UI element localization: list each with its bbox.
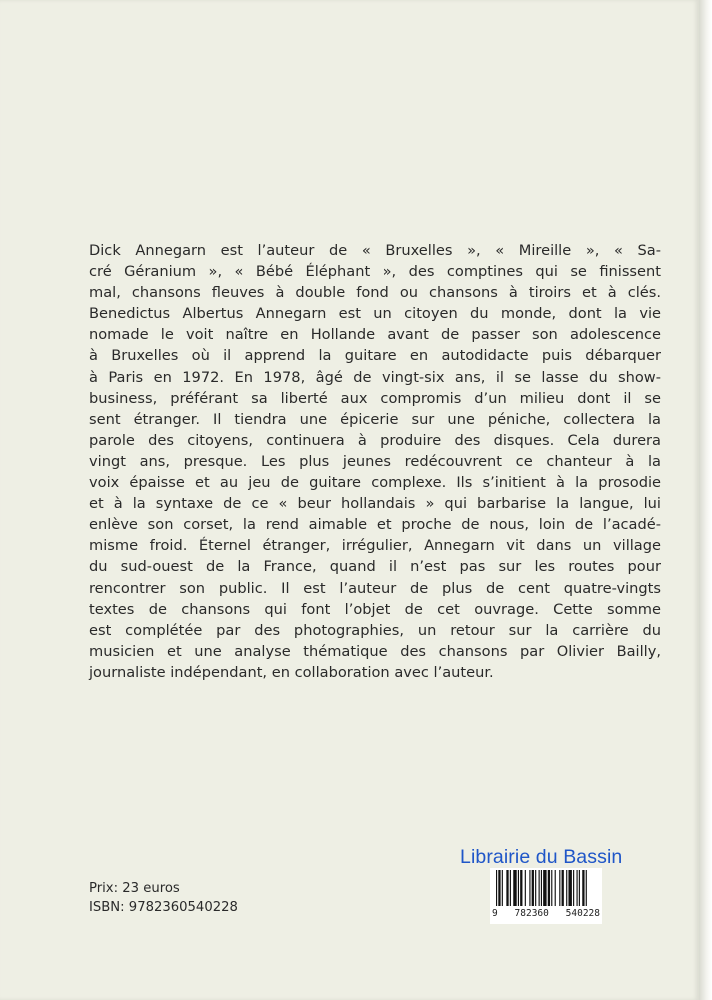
price-block [89, 879, 238, 917]
page-edge [699, 0, 712, 1000]
barcode-bar [535, 870, 536, 906]
barcode-bar [520, 870, 522, 906]
barcode-bar [562, 870, 564, 906]
blurb-line: à Bruxelles où il apprend la guitare en autodidacte puis débarquer [89, 347, 661, 365]
blurb-line: et à la syntaxe de ce « beur hollandais » qui barbarise la langue, lui [89, 495, 661, 513]
barcode-bar [498, 870, 500, 906]
blurb-line: nomade le voit naître en Hollande avant de passer son adolescence [89, 326, 661, 344]
blurb-line: business, préférant sa liberté aux compromis d’un milieu dont il se [89, 389, 661, 407]
barcode-bars [490, 868, 602, 908]
blurb-line: mal, chansons fleuves à double fond ou chansons à tiroirs et à clés. [89, 284, 661, 302]
barcode-bar [548, 870, 550, 906]
barcode-digits [490, 908, 602, 919]
barcode-bar [577, 870, 578, 906]
barcode-bar [529, 870, 530, 906]
barcode-left-group: 782360 [514, 908, 549, 919]
blurb-line: journaliste indépendant, en collaboration avec l’auteur. [89, 663, 494, 681]
barcode-bar [566, 870, 567, 906]
blurb-line: du sud-ouest de la France, quand il n’est pas sur les routes pour [89, 558, 661, 576]
barcode-bar [532, 870, 534, 906]
barcode-bar [559, 870, 560, 906]
blurb-line: misme froid. Éternel étranger, irrégulier, Annegarn vit dans un village [89, 537, 661, 555]
blurb-line: vingt ans, presque. Les plus jeunes redécouvrent ce chanteur à la [89, 452, 661, 470]
blurb-line: parole des citoyens, continuera à produire des disques. Cela durera [89, 431, 661, 449]
barcode-bar [539, 870, 540, 906]
barcode-bar [582, 870, 584, 906]
blurb-line: à Paris en 1972. En 1978, âgé de vingt-six ans, il se lasse du show- [89, 368, 661, 386]
blurb-line: Dick Annegarn est l’auteur de « Bruxelles », « Mireille », « Sa- [89, 242, 661, 259]
barcode-bar [541, 870, 542, 906]
barcode-bar [573, 870, 574, 906]
barcode-bar [543, 870, 546, 906]
barcode-bar [579, 870, 580, 906]
barcode-bar [496, 870, 497, 906]
blurb-line: rencontrer son public. Il est l’auteur de plus de cent quatre-vingts [89, 579, 661, 597]
bookstore-sticker: Librairie du Bassin [460, 846, 623, 868]
price-label: Prix: 23 euros [89, 881, 180, 896]
barcode-bar [568, 870, 571, 906]
blurb-line: cré Géranium », « Bébé Éléphant », des comptines qui se finissent [89, 263, 661, 281]
barcode-bar [510, 870, 511, 906]
barcode-bar [518, 870, 519, 906]
back-cover-blurb [89, 240, 661, 683]
blurb-line: enlève son corset, la rend aimable et proche de nous, loin de l’acadé- [89, 516, 661, 534]
isbn-label: ISBN: 9782360540228 [89, 900, 238, 915]
barcode-bar [513, 870, 516, 906]
barcode-lead-digit: 9 [492, 908, 498, 919]
barcode-bar [525, 870, 526, 906]
blurb-line: voix épaisse et au jeu de guitare complexe. Ils s’initient à la prosodie [89, 474, 661, 492]
blurb-line: sent étranger. Il tiendra une épicerie sur une péniche, collectera la [89, 410, 661, 428]
blurb-line: Benedictus Albertus Annegarn est un citoyen du monde, dont la vie [89, 305, 661, 323]
barcode-bar [502, 870, 503, 906]
blurb-line: textes de chansons qui font l’objet de cet ouvrage. Cette somme [89, 600, 661, 618]
barcode-right-group: 540228 [565, 908, 600, 919]
blurb-line: musicien et une analyse thématique des chansons par Olivier Bailly, [89, 642, 661, 660]
blurb-line: est complétée par des photographies, un retour sur la carrière du [89, 621, 661, 639]
barcode-bar [551, 870, 552, 906]
barcode-bar [555, 870, 556, 906]
barcode-bar [586, 870, 587, 906]
barcode-bar [506, 870, 508, 906]
